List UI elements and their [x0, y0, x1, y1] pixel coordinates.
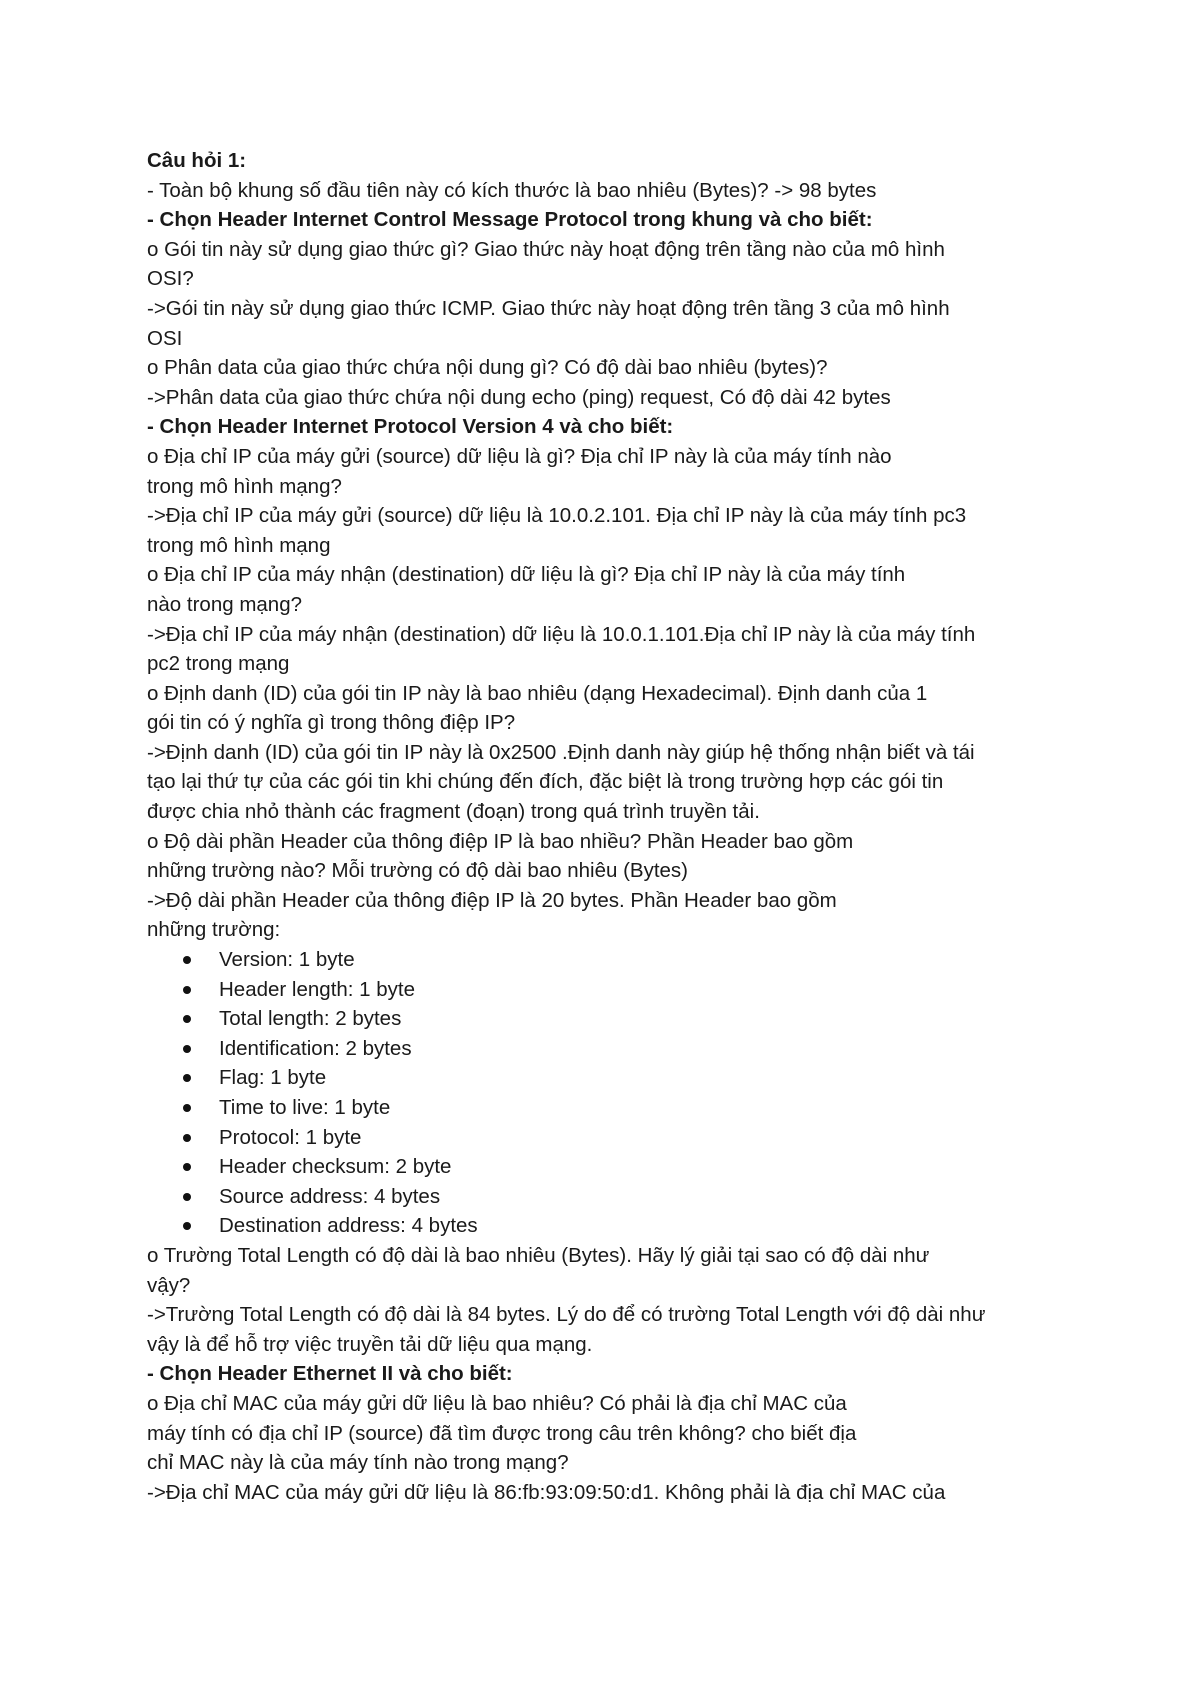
bullet-dot-icon — [183, 1104, 191, 1112]
bullet-text: Destination address: 4 bytes — [219, 1214, 478, 1238]
text-line: vậy? — [147, 1273, 191, 1297]
text-line: ->Định danh (ID) của gói tin IP này là 0x2500 .Định danh này giúp hệ thống nhận biết và tái — [147, 740, 975, 764]
bullet-text: Header checksum: 2 byte — [219, 1155, 452, 1179]
text-line: trong mô hình mạng? — [147, 474, 342, 498]
text-line: ->Độ dài phần Header của thông điệp IP là 20 bytes. Phần Header bao gồm — [147, 888, 837, 912]
text-line: - Toàn bộ khung số đầu tiên này có kích thước là bao nhiêu (Bytes)? -> 98 bytes — [147, 178, 877, 202]
text-line: o Phân data của giao thức chứa nội dung gì? Có độ dài bao nhiêu (bytes)? — [147, 356, 828, 380]
section-heading: - Chọn Header Internet Protocol Version 4 và cho biết: — [147, 415, 674, 439]
bullet-list-item — [147, 1182, 1087, 1212]
bullet-dot-icon — [183, 1134, 191, 1142]
bullet-list-item — [147, 945, 1087, 975]
bullet-dot-icon — [183, 1193, 191, 1201]
section-heading: - Chọn Header Internet Control Message Protocol trong khung và cho biết: — [147, 208, 873, 232]
section-heading: Câu hỏi 1: — [147, 149, 247, 172]
document-page — [147, 146, 1087, 1507]
text-line: nào trong mạng? — [147, 592, 303, 616]
bullet-text: Time to live: 1 byte — [219, 1096, 391, 1119]
text-line: ->Địa chỉ IP của máy nhận (destination) dữ liệu là 10.0.1.101.Địa chỉ IP này là của máy tính — [147, 622, 976, 646]
bullet-list-item — [147, 1004, 1087, 1034]
bullet-dot-icon — [183, 956, 191, 964]
text-line: o Địa chỉ MAC của máy gửi dữ liệu là bao nhiêu? Có phải là địa chỉ MAC của — [147, 1391, 847, 1415]
text-line: o Địa chỉ IP của máy nhận (destination) dữ liệu là gì? Địa chỉ IP này là của máy tính — [147, 563, 906, 587]
text-line: chỉ MAC này là của máy tính nào trong mạng? — [147, 1451, 569, 1475]
text-line: trong mô hình mạng — [147, 533, 331, 557]
text-line: những trường nào? Mỗi trường có độ dài bao nhiêu (Bytes) — [147, 859, 688, 883]
bullet-text: Identification: 2 bytes — [219, 1036, 412, 1060]
text-line: o Địa chỉ IP của máy gửi (source) dữ liệu là gì? Địa chỉ IP này là của máy tính nào — [147, 444, 892, 468]
text-line: những trường: — [147, 918, 281, 942]
text-line: o Định danh (ID) của gói tin IP này là bao nhiêu (dạng Hexadecimal). Định danh của 1 — [147, 681, 928, 705]
bullet-list-item — [147, 1063, 1087, 1093]
bullet-text: Flag: 1 byte — [219, 1066, 327, 1090]
text-line: o Gói tin này sử dụng giao thức gì? Giao thức này hoạt động trên tầng nào của mô hình — [147, 237, 945, 261]
bullet-dot-icon — [183, 986, 191, 994]
text-line: được chia nhỏ thành các fragment (đoạn) trong quá trình truyền tải. — [147, 800, 760, 824]
bullet-dot-icon — [183, 1222, 191, 1230]
text-line: ->Địa chỉ MAC của máy gửi dữ liệu là 86:fb:93:09:50:d1. Không phải là địa chỉ MAC của — [147, 1480, 946, 1504]
bullet-list-item — [147, 1211, 1087, 1241]
bullet-list-item — [147, 1034, 1087, 1064]
text-line: o Độ dài phần Header của thông điệp IP là bao nhiều? Phần Header bao gồm — [147, 829, 854, 853]
text-line: gói tin có ý nghĩa gì trong thông điệp IP? — [147, 711, 516, 735]
text-line: o Trường Total Length có độ dài là bao nhiêu (Bytes). Hãy lý giải tại sao có độ dài như — [147, 1243, 930, 1267]
text-line: ->Phân data của giao thức chứa nội dung echo (ping) request, Có độ dài 42 bytes — [147, 385, 891, 409]
bullet-text: Total length: 2 bytes — [219, 1007, 402, 1031]
text-line: tạo lại thứ tự của các gói tin khi chúng đến đích, đặc biệt là trong trường hợp các gói tin — [147, 770, 944, 794]
bullet-dot-icon — [183, 1015, 191, 1023]
text-line: ->Trường Total Length có độ dài là 84 bytes. Lý do để có trường Total Length với độ dài như — [147, 1303, 986, 1327]
text-line: OSI? — [147, 267, 194, 291]
bullet-list-item — [147, 1152, 1087, 1182]
text-line: máy tính có địa chỉ IP (source) đã tìm được trong câu trên không? cho biết địa — [147, 1421, 857, 1445]
bullet-text: Protocol: 1 byte — [219, 1125, 362, 1149]
bullet-list-item — [147, 1123, 1087, 1153]
bullet-text: Header length: 1 byte — [219, 977, 416, 1001]
text-line: vậy là để hỗ trợ việc truyền tải dữ liệu qua mạng. — [147, 1332, 593, 1356]
text-line: ->Gói tin này sử dụng giao thức ICMP. Giao thức này hoạt động trên tầng 3 của mô hình — [147, 296, 950, 320]
text-line: ->Địa chỉ IP của máy gửi (source) dữ liệu là 10.0.2.101. Địa chỉ IP này là của máy tính pc3 — [147, 504, 967, 528]
bullet-text: Version: 1 byte — [219, 948, 355, 972]
text-line: pc2 trong mạng — [147, 652, 290, 676]
bullet-list-item — [147, 1093, 1087, 1123]
bullet-text: Source address: 4 bytes — [219, 1184, 441, 1208]
section-heading: - Chọn Header Ethernet II và cho biết: — [147, 1362, 513, 1386]
bullet-list-item — [147, 975, 1087, 1005]
text-line: OSI — [147, 326, 183, 350]
bullet-dot-icon — [183, 1045, 191, 1053]
bullet-dot-icon — [183, 1074, 191, 1082]
bullet-dot-icon — [183, 1163, 191, 1171]
